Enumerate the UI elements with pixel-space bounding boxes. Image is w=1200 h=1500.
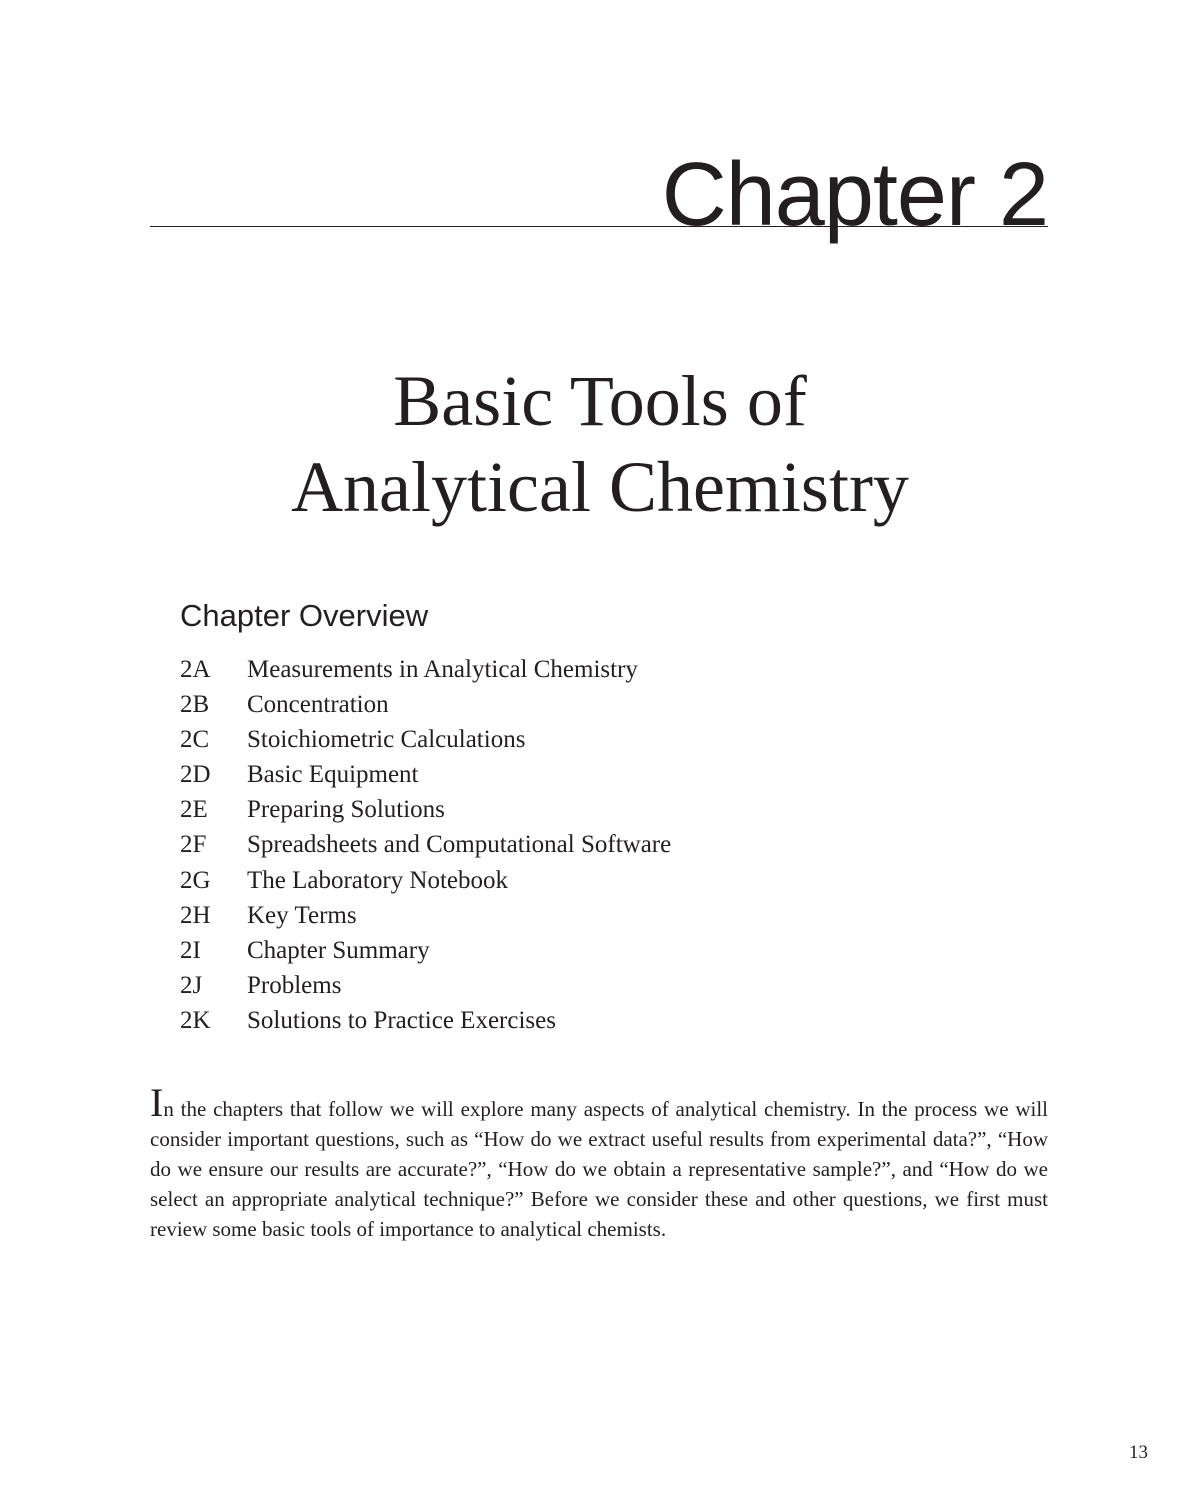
overview-item-label: Spreadsheets and Computational Software	[247, 831, 672, 859]
overview-item	[180, 827, 671, 862]
overview-item-label: The Laboratory Notebook	[247, 866, 509, 894]
overview-item-code: 2H	[180, 901, 211, 929]
overview-item-label: Stoichiometric Calculations	[247, 726, 526, 754]
chapter-header	[150, 140, 1048, 245]
overview-item	[180, 898, 671, 933]
intro-dropcap: I	[150, 1080, 164, 1125]
intro-text: n the chapters that follow we will explore many aspects of analytical chemistry. In the process we will consider important questions, such as “How do we extract useful results from experimental data?”, “How do we ensure our results are accurate?”, “How do we obtain a representative sample?”, and “How do we select an appropriate analytical technique?” Before we consider these and other questions, we first must review some basic tools of importance to analytical chemists.	[150, 1097, 1048, 1241]
overview-item-label: Preparing Solutions	[247, 796, 445, 824]
overview-item-code: 2D	[180, 761, 211, 789]
overview-item	[180, 792, 671, 827]
overview-item	[180, 687, 671, 722]
overview-item-label: Concentration	[247, 691, 389, 719]
overview-item-code: 2K	[180, 1006, 211, 1034]
overview-item-code: 2C	[180, 726, 210, 754]
chapter-title-line-2: Analytical Chemistry	[291, 447, 909, 527]
overview-item-label: Chapter Summary	[247, 936, 430, 964]
overview-item-code: 2B	[180, 691, 210, 719]
overview-item-code: 2J	[180, 971, 203, 999]
overview-item	[180, 968, 671, 1003]
overview-item-label: Key Terms	[247, 901, 357, 929]
overview-item	[180, 722, 671, 757]
overview-item-code: 2G	[180, 866, 211, 894]
overview-item	[180, 1003, 671, 1038]
overview-item	[180, 933, 671, 968]
overview-list	[180, 652, 671, 1038]
overview-item-code: 2A	[180, 656, 211, 683]
page-number: 13	[1129, 1442, 1148, 1463]
overview-item-code: 2E	[180, 796, 208, 824]
overview-item-code: 2I	[180, 936, 201, 964]
chapter-label: Chapter 2	[661, 145, 1048, 245]
intro-paragraph	[150, 1080, 1048, 1244]
overview-item-label: Solutions to Practice Exercises	[247, 1006, 556, 1034]
chapter-title	[0, 358, 1200, 530]
overview-item-label: Measurements in Analytical Chemistry	[247, 656, 638, 683]
overview-item-label: Basic Equipment	[247, 761, 419, 789]
overview-item	[180, 863, 671, 898]
overview-item	[180, 757, 671, 792]
overview-item-code: 2F	[180, 831, 207, 859]
chapter-title-line-1: Basic Tools of	[393, 361, 807, 441]
overview-item-label: Problems	[247, 971, 342, 999]
overview-heading: Chapter Overview	[180, 598, 429, 633]
overview-item	[180, 652, 671, 687]
